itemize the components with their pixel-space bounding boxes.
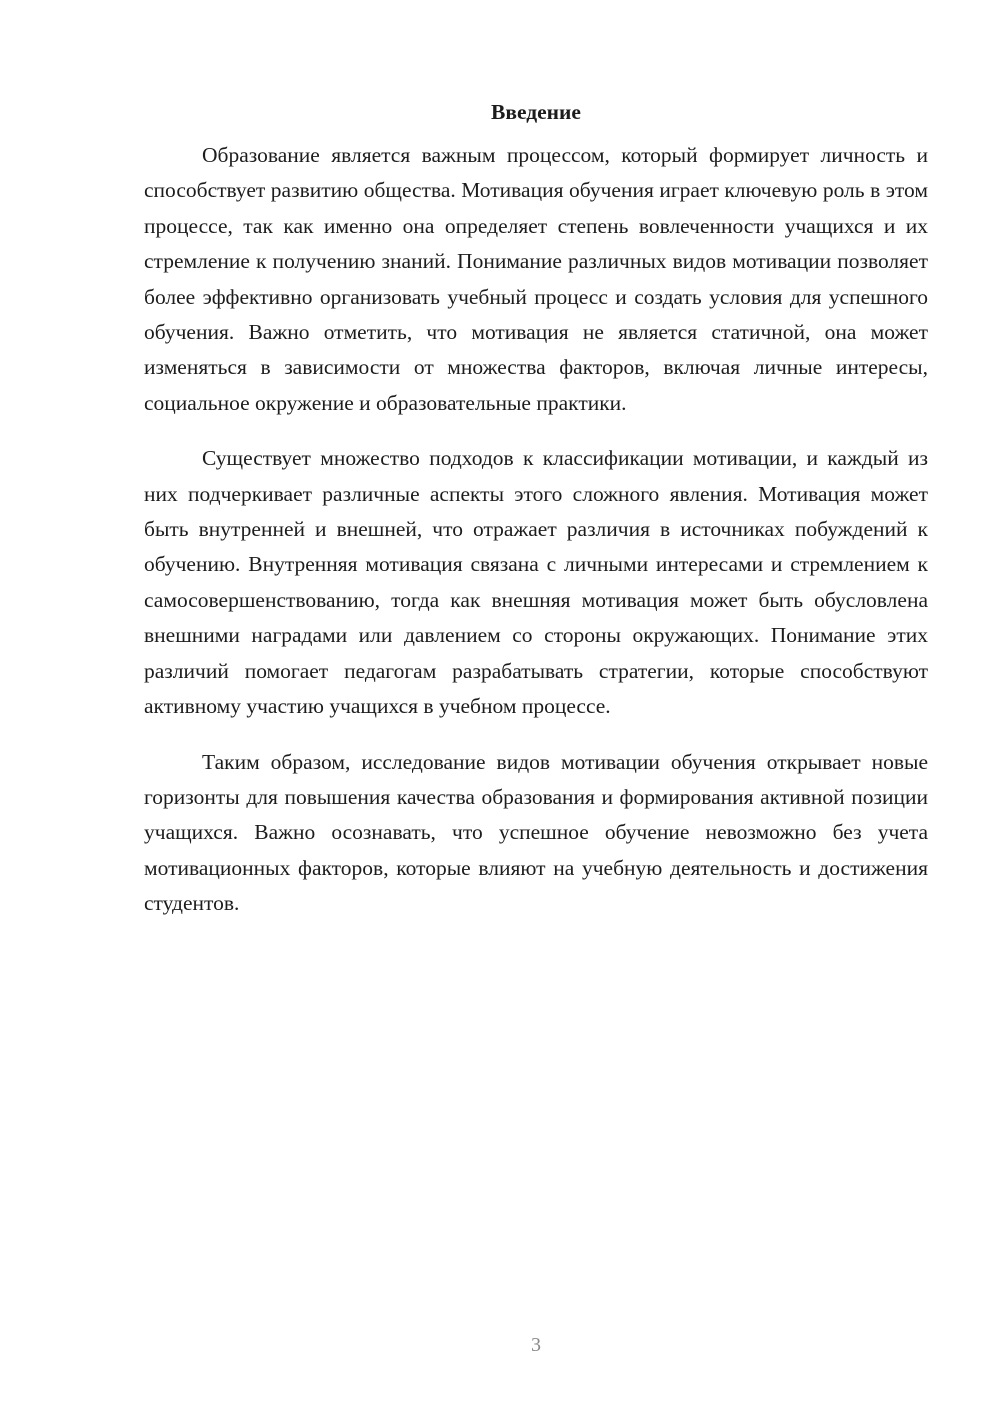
section-heading: Введение <box>491 100 581 124</box>
paragraph-3: Таким образом, исследование видов мотивации обучения открывает новые горизонты для повышения качества образования и формирования активной позиции учащихся. Важно осознавать, что успешное обучение невозможно без учета мотивационных факторов, которые влияют на учебную деятельность и достижения студентов. <box>144 749 928 916</box>
paragraph-1: Образование является важным процессом, который формирует личность и способствует развитию общества. Мотивация обучения играет ключевую роль в этом процессе, так как именно она определяет степень вовлеченности учащихся и их стремление к получению знаний. Понимание различных видов мотивации позволяет более эффективно организовать учебный процесс и создать условия для успешного обучения. Важно отметить, что мотивация не является статичной, она может изменяться в зависимости от множества факторов, включая личные интересы, социальное окружение и образовательные практики. <box>144 143 928 415</box>
document-body <box>144 96 928 922</box>
page-number: 3 <box>531 1334 541 1356</box>
paragraph-2: Существует множество подходов к классификации мотивации, и каждый из них подчеркивает различные аспекты этого сложного явления. Мотивация может быть внутренней и внешней, что отражает различия в источниках побуждений к обучению. Внутренняя мотивация связана с личными интересами и стремлением к самосовершенствованию, тогда как внешняя мотивация может быть обусловлена внешними наградами или давлением со стороны окружающих. Понимание этих различий помогает педагогам разрабатывать стратегии, которые способствуют активному участию учащихся в учебном процессе. <box>144 446 928 719</box>
